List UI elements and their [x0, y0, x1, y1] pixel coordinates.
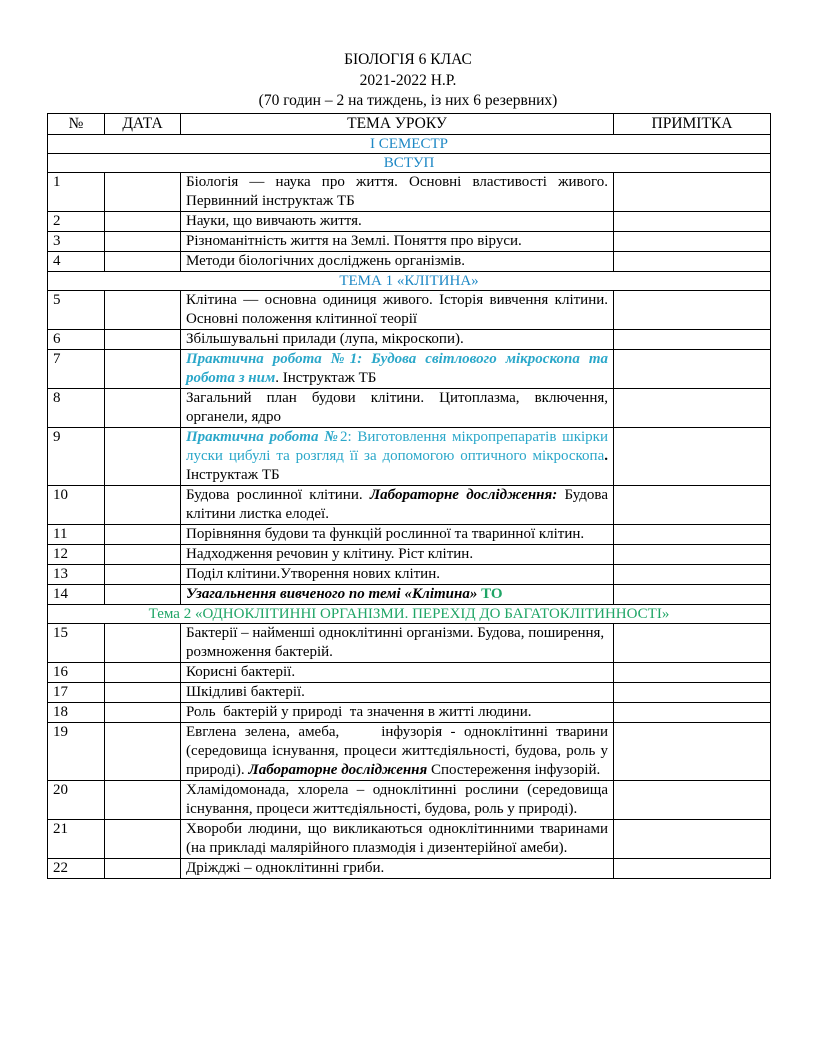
lesson-topic-text: Евглена зелена, амеба, інфузорія - одноклітинні тварини (середовища існування, процеси життєдіяльності, будова, роль у природі). — [186, 724, 612, 778]
semester-heading: І СЕМЕСТР — [48, 135, 771, 154]
lesson-note — [614, 820, 771, 859]
lesson-topic: Загальний план будови клітини. Цитоплазма, включення, органели, ядро — [181, 389, 614, 428]
lesson-note — [614, 585, 771, 605]
lesson-date — [105, 663, 181, 683]
lesson-number: 2 — [48, 212, 105, 232]
lesson-date — [105, 173, 181, 212]
table-row — [48, 173, 771, 212]
lesson-note — [614, 330, 771, 350]
lesson-number: 8 — [48, 389, 105, 428]
lesson-note — [614, 565, 771, 585]
table-row — [48, 232, 771, 252]
section-row-topic2 — [48, 605, 771, 624]
practical-work-title: Практична робота № — [186, 429, 340, 445]
lesson-number: 18 — [48, 703, 105, 723]
table-row — [48, 859, 771, 879]
table-row — [48, 663, 771, 683]
lesson-topic: Методи біологічних досліджень організмів. — [181, 252, 614, 272]
table-row — [48, 525, 771, 545]
column-note: ПРИМІТКА — [614, 114, 771, 135]
lesson-topic-tail: . Інструктаж ТБ — [275, 370, 377, 386]
lesson-date — [105, 486, 181, 525]
lesson-number: 14 — [48, 585, 105, 605]
section-row-intro — [48, 154, 771, 173]
lesson-number: 6 — [48, 330, 105, 350]
table-row — [48, 545, 771, 565]
lesson-topic — [181, 585, 614, 605]
thematic-assessment-label: ТО — [477, 586, 503, 602]
lesson-topic: Надходження речовин у клітину. Ріст клітин. — [181, 545, 614, 565]
table-row — [48, 781, 771, 820]
lesson-number: 17 — [48, 683, 105, 703]
column-date: ДАТА — [105, 114, 181, 135]
lesson-topic: Біологія — наука про життя. Основні властивості живого. Первинний інструктаж ТБ — [181, 173, 614, 212]
lab-work-label: Лабораторне дослідження: — [369, 487, 558, 503]
lesson-topic: Поділ клітини.Утворення нових клітин. — [181, 565, 614, 585]
lesson-topic: Збільшувальні прилади (лупа, мікроскопи). — [181, 330, 614, 350]
lesson-number: 21 — [48, 820, 105, 859]
lesson-date — [105, 350, 181, 389]
lesson-topic: Порівняння будови та функцій рослинної та тваринної клітин. — [181, 525, 614, 545]
topic1-heading: ТЕМА 1 «КЛІТИНА» — [48, 272, 771, 291]
lesson-topic: Бактерії – найменші одноклітинні організми. Будова, поширення, розмноження бактерій. — [181, 624, 614, 663]
topic2-heading: Тема 2 «ОДНОКЛІТИННІ ОРГАНІЗМИ. ПЕРЕХІД ДО БАГАТОКЛІТИННОСТІ» — [48, 605, 771, 624]
lesson-date — [105, 545, 181, 565]
lesson-topic-text: Будова рослинної клітини. — [186, 487, 370, 503]
lesson-note — [614, 781, 771, 820]
section-row-topic1 — [48, 272, 771, 291]
lesson-topic: Клітина — основна одиниця живого. Історія вивчення клітини. Основні положення клітинної теорії — [181, 291, 614, 330]
lesson-date — [105, 703, 181, 723]
lesson-date — [105, 291, 181, 330]
lesson-note — [614, 212, 771, 232]
lesson-note — [614, 389, 771, 428]
table-row — [48, 212, 771, 232]
lesson-topic — [181, 486, 614, 525]
lesson-number: 20 — [48, 781, 105, 820]
lesson-date — [105, 820, 181, 859]
lesson-number: 19 — [48, 723, 105, 781]
lesson-number: 5 — [48, 291, 105, 330]
column-number: № — [48, 114, 105, 135]
table-row — [48, 585, 771, 605]
lesson-note — [614, 350, 771, 389]
lesson-number: 22 — [48, 859, 105, 879]
lesson-number: 11 — [48, 525, 105, 545]
lesson-number: 12 — [48, 545, 105, 565]
lesson-note — [614, 486, 771, 525]
lesson-note — [614, 232, 771, 252]
lesson-topic: Корисні бактерії. — [181, 663, 614, 683]
lesson-date — [105, 428, 181, 486]
lesson-topic: Різноманітність життя на Землі. Поняття про віруси. — [181, 232, 614, 252]
lesson-number: 15 — [48, 624, 105, 663]
section-row-semester — [48, 135, 771, 154]
lesson-number: 10 — [48, 486, 105, 525]
lesson-date — [105, 252, 181, 272]
practical-work-description: : Виготовлення мікропрепаратів шкірки луски цибулі та розгляд її за допомогою оптичного мікроскопа — [186, 429, 608, 464]
lesson-topic: Науки, що вивчають життя. — [181, 212, 614, 232]
lesson-note — [614, 624, 771, 663]
table-row — [48, 565, 771, 585]
lesson-topic-dot: . — [604, 448, 608, 464]
lesson-number: 16 — [48, 663, 105, 683]
lesson-note — [614, 545, 771, 565]
lesson-date — [105, 212, 181, 232]
table-header-row — [48, 114, 771, 135]
lesson-number: 3 — [48, 232, 105, 252]
lab-work-text: Спостереження інфузорій. — [427, 762, 601, 778]
hours-note: (70 годин – 2 на тиждень, із них 6 резервних) — [258, 92, 558, 109]
practical-work-title: Практична робота №1: Будова світлового мікроскопа та робота з ним — [186, 351, 608, 386]
lesson-date — [105, 624, 181, 663]
lesson-number: 7 — [48, 350, 105, 389]
lesson-number: 1 — [48, 173, 105, 212]
lesson-date — [105, 859, 181, 879]
lesson-topic: Хламідомонада, хлорела – одноклітинні рослини (середовища існування, процеси життєдіяльності, будова, роль у природі). — [181, 781, 614, 820]
table-row — [48, 252, 771, 272]
summary-title: Узагальнення вивченого по темі «Клітина» — [186, 586, 478, 602]
table-row — [48, 723, 771, 781]
lesson-note — [614, 173, 771, 212]
lesson-date — [105, 723, 181, 781]
table-row — [48, 820, 771, 859]
lesson-date — [105, 525, 181, 545]
lesson-number: 13 — [48, 565, 105, 585]
academic-year: 2021-2022 Н.Р. — [359, 72, 457, 89]
table-row — [48, 330, 771, 350]
table-row — [48, 291, 771, 330]
table-row — [48, 350, 771, 389]
table-row — [48, 428, 771, 486]
lesson-number: 9 — [48, 428, 105, 486]
lesson-topic — [181, 723, 614, 781]
lesson-number: 4 — [48, 252, 105, 272]
lesson-date — [105, 330, 181, 350]
practical-work-number: 2 — [339, 429, 348, 445]
lesson-note — [614, 291, 771, 330]
lesson-topic-tail: Інструктаж ТБ — [186, 467, 280, 483]
lesson-note — [614, 525, 771, 545]
lesson-topic — [181, 428, 614, 486]
table-row — [48, 703, 771, 723]
lesson-topic: Дріжджі – одноклітинні гриби. — [181, 859, 614, 879]
lab-work-text: Будова клітини листка елодеї. — [186, 487, 608, 522]
table-row — [48, 624, 771, 663]
lesson-topic: Шкідливі бактерії. — [181, 683, 614, 703]
table-row — [48, 486, 771, 525]
lesson-note — [614, 703, 771, 723]
lesson-note — [614, 723, 771, 781]
lesson-date — [105, 585, 181, 605]
table-row — [48, 683, 771, 703]
lesson-topic: Хвороби людини, що викликаються одноклітинними тваринами (на прикладі малярійного плазмодія і дизентерійної амеби). — [181, 820, 614, 859]
lesson-date — [105, 232, 181, 252]
lesson-topic: Роль бактерій у природі та значення в житті людини. — [181, 703, 614, 723]
lesson-date — [105, 683, 181, 703]
lesson-date — [105, 389, 181, 428]
lesson-note — [614, 252, 771, 272]
lesson-date — [105, 565, 181, 585]
column-lesson-topic: ТЕМА УРОКУ — [181, 114, 614, 135]
lesson-topic — [181, 350, 614, 389]
lesson-plan-table — [47, 113, 771, 879]
lesson-note — [614, 859, 771, 879]
lesson-note — [614, 663, 771, 683]
lesson-note — [614, 683, 771, 703]
lesson-note — [614, 428, 771, 486]
document-title: БІОЛОГІЯ 6 КЛАС — [344, 51, 472, 68]
table-row — [48, 389, 771, 428]
intro-heading: ВСТУП — [48, 154, 771, 173]
lab-work-label: Лабораторне дослідження — [248, 762, 428, 778]
lesson-date — [105, 781, 181, 820]
